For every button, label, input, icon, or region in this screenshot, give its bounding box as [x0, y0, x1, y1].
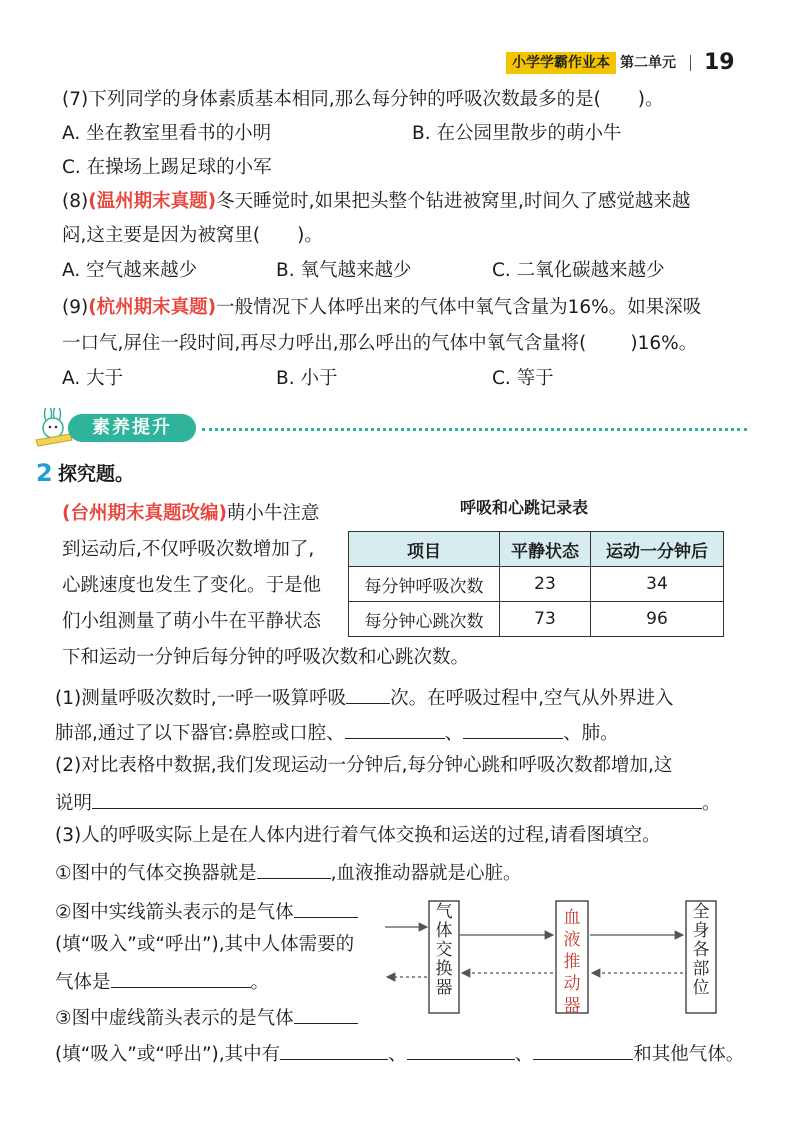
sub3-item2-text-c: 气体是: [55, 972, 111, 993]
table-row: [349, 567, 724, 602]
sub3-item3-text-d: 、: [514, 1044, 534, 1065]
q7-option-c: C. 在操场上踢足球的小军: [62, 157, 272, 178]
q9-source-tag: (杭州期末真题): [88, 297, 217, 318]
answer-blank[interactable]: [407, 1039, 515, 1060]
answer-blank[interactable]: [345, 718, 445, 739]
q9-option-a: A. 大于: [62, 368, 124, 389]
banner-dotted-line: [202, 428, 747, 431]
sub3-item3-line2: [55, 1039, 744, 1068]
sub3-item3-text-b: (填“吸入”或“呼出”),其中有: [55, 1044, 281, 1065]
q7-stem: (7)下列同学的身体素质基本相同,那么每分钟的呼吸次数最多的是( )。: [62, 89, 664, 110]
sub3-stem: (3)人的呼吸实际上是在人体内进行着气体交换和运送的过程,请看图填空。: [55, 825, 661, 846]
answer-blank[interactable]: [346, 683, 390, 704]
q2-intro-line1: [62, 501, 319, 527]
q2-title: 探究题。: [58, 463, 135, 485]
q2-intro-line2: 到运动后,不仅呼吸次数增加了,: [62, 539, 315, 560]
table-header-cell: 平静状态: [500, 532, 591, 567]
q8-option-a: A. 空气越来越少: [62, 260, 198, 281]
answer-blank[interactable]: [92, 788, 702, 809]
sub3-item1-text-b: ,血液推动器就是心脏。: [330, 863, 522, 884]
respiration-diagram: [380, 893, 730, 1018]
q9-text-2b: )16%。: [630, 333, 698, 354]
record-table: [348, 531, 724, 637]
sub2-text-3: 。: [702, 793, 721, 814]
sub3-item2-line1: [55, 897, 358, 926]
header-divider: [690, 55, 691, 71]
q9-option-c: C. 等于: [492, 368, 554, 389]
q2-number: 2: [36, 459, 53, 487]
table-cell: 每分钟呼吸次数: [349, 567, 500, 602]
table-header-row: [349, 532, 724, 567]
sub2-line1: (2)对比表格中数据,我们发现运动一分钟后,每分钟心跳和呼吸次数都增加,这: [55, 755, 673, 776]
q9-option-b: B. 小于: [276, 368, 338, 389]
blood-pump-label: 血液推动器: [563, 908, 581, 1016]
section-banner: [32, 408, 732, 448]
sub1-text-2: 次。在呼吸过程中,空气从外界进入: [390, 688, 674, 709]
table-caption: 呼吸和心跳记录表: [460, 498, 589, 517]
table-row: [349, 602, 724, 637]
q9-text-1: 一般情况下人体呼出来的气体中氧气含量为16%。如果深吸: [216, 297, 702, 318]
table-header-cell: 项目: [349, 532, 500, 567]
table-cell: 23: [500, 567, 591, 602]
sub2-text-2: 说明: [55, 793, 93, 814]
book-title-badge: 小学学霸作业本: [506, 52, 616, 74]
sub3-item3-text-a: ③图中虚线箭头表示的是气体: [55, 1008, 294, 1029]
sub3-item2-text-d: 。: [250, 972, 270, 993]
banner-label: 素养提升: [68, 414, 196, 442]
q8-line1: [62, 189, 690, 215]
q9-line2: [62, 331, 697, 357]
answer-blank[interactable]: [294, 897, 358, 918]
sub2-line2: [55, 788, 721, 817]
sub3-item1-text-a: ①图中的气体交换器就是: [55, 863, 257, 884]
q9-text-2a: 一口气,屏住一段时间,再尽力呼出,那么呼出的气体中氧气含量将(: [62, 333, 587, 354]
table-cell: 96: [591, 602, 724, 637]
q8-line2: 闷,这主要是因为被窝里( )。: [62, 225, 323, 246]
q7-option-b: B. 在公园里散步的萌小牛: [412, 123, 622, 144]
sub1-line1: [55, 683, 673, 712]
q2-intro-text-1: 萌小牛注意: [226, 503, 320, 524]
sub3-item3-text-c: 、: [388, 1044, 407, 1065]
sub1-text-5: 、肺。: [563, 723, 619, 744]
table-cell: 73: [500, 602, 591, 637]
q2-intro-line4: 们小组测量了萌小牛在平静状态: [62, 611, 322, 632]
q2-intro-line5: 下和运动一分钟后每分钟的呼吸次数和心跳次数。: [62, 647, 470, 668]
q9-number: (9): [62, 297, 89, 318]
q8-number: (8): [62, 191, 89, 212]
q8-source-tag: (温州期末真题): [88, 191, 217, 212]
answer-blank[interactable]: [463, 718, 563, 739]
sub3-item3-line1: [55, 1003, 358, 1032]
answer-blank[interactable]: [111, 967, 251, 988]
sub3-item3-text-e: 和其他气体。: [633, 1044, 745, 1065]
sub3-item2-text-a: ②图中实线箭头表示的是气体: [55, 902, 294, 923]
q7-option-a: A. 坐在教室里看书的小明: [62, 123, 272, 144]
sub1-line2: [55, 718, 619, 747]
table-header-cell: 运动一分钟后: [591, 532, 724, 567]
q8-option-c: C. 二氧化碳越来越少: [492, 260, 665, 281]
sub3-item2-line3: [55, 967, 269, 996]
answer-blank[interactable]: [280, 1039, 388, 1060]
page-number: 19: [704, 50, 735, 75]
sub1-text-4: 、: [444, 723, 464, 744]
unit-label: 第二单元: [620, 55, 676, 71]
q2-intro-line3: 心跳速度也发生了变化。于是他: [62, 575, 322, 596]
table-cell: 34: [591, 567, 724, 602]
answer-blank[interactable]: [533, 1039, 633, 1060]
sub3-item1: [55, 858, 521, 887]
q9-line1: [62, 295, 701, 321]
gas-exchanger-label: 气体交换器: [435, 902, 453, 998]
q8-option-b: B. 氧气越来越少: [276, 260, 412, 281]
answer-blank[interactable]: [257, 858, 331, 879]
sub1-text-1: (1)测量呼吸次数时,一呼一吸算呼吸: [55, 688, 347, 709]
q2-source-tag: (台州期末真题改编): [62, 503, 227, 524]
sub3-item2-line2: (填“吸入”或“呼出”),其中人体需要的: [55, 934, 355, 955]
sub1-text-3: 肺部,通过了以下器官:鼻腔或口腔、: [55, 723, 345, 744]
q8-text-1: 冬天睡觉时,如果把头整个钻进被窝里,时间久了感觉越来越: [216, 191, 691, 212]
whole-body-label: 全身各部位: [692, 902, 710, 998]
table-cell: 每分钟心跳次数: [349, 602, 500, 637]
answer-blank[interactable]: [294, 1003, 358, 1024]
